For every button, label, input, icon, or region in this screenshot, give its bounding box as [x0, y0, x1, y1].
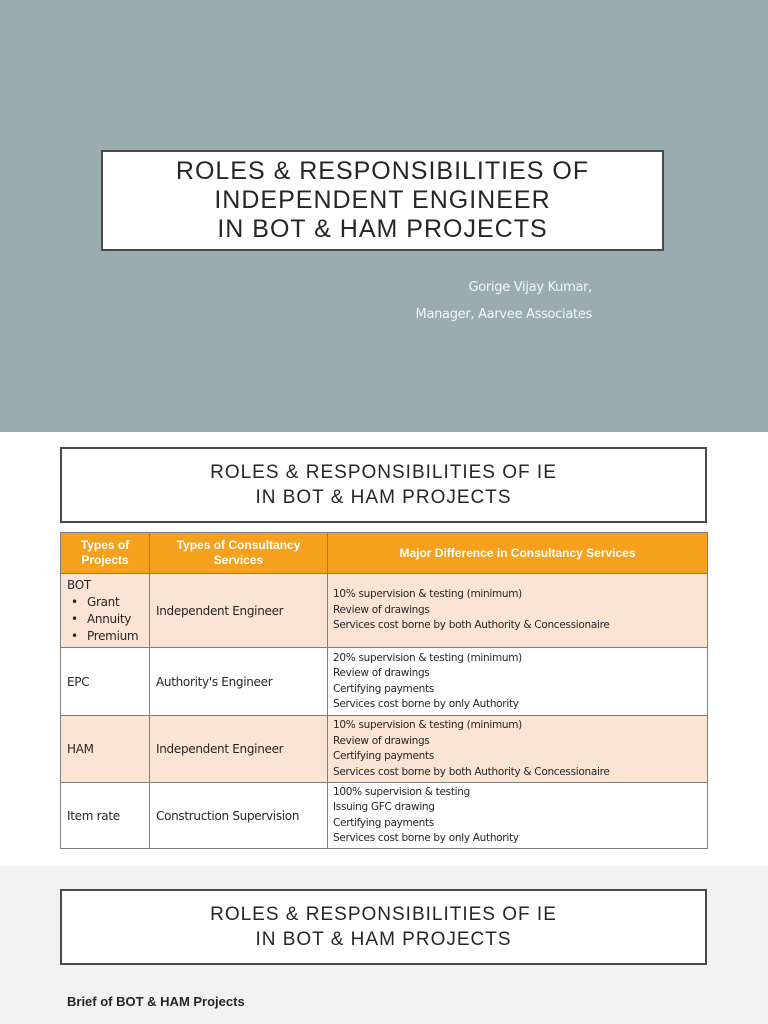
author-name: Gorige Vijay Kumar, — [468, 280, 592, 295]
difference-line: Services cost borne by only Authority — [333, 698, 519, 710]
project-cell: Item rate — [61, 783, 150, 849]
title-box — [101, 150, 664, 251]
difference-line: Services cost borne by both Authority & Concessionaire — [333, 765, 610, 778]
table-header-row — [61, 533, 708, 574]
title-line-1: ROLES & RESPONSIBILITIES OF — [175, 157, 590, 185]
project-cell: HAM — [61, 716, 150, 783]
difference-line: Review of drawings — [333, 734, 430, 747]
difference-line: Review of drawings — [333, 667, 430, 679]
slide-title-line-1: ROLES & RESPONSIBILITIES OF IE — [210, 904, 557, 925]
author-role: Manager, Aarvee Associates — [415, 307, 592, 322]
service-cell: Authority's Engineer — [150, 648, 328, 716]
difference-line: 10% supervision & testing (minimum) — [333, 719, 522, 731]
project-name: BOT — [67, 577, 91, 592]
service-cell: Independent Engineer — [150, 716, 328, 783]
project-cell: EPC — [61, 648, 150, 716]
slide-title-line-2: IN BOT & HAM PROJECTS — [255, 487, 512, 508]
list-item: • Annuity — [71, 611, 143, 628]
slide-title-line-1: ROLES & RESPONSIBILITIES OF IE — [210, 462, 557, 483]
difference-line: 100% supervision & testing — [333, 785, 470, 798]
difference-line: Certifying payments — [333, 682, 434, 695]
difference-line: 10% supervision & testing (minimum) — [333, 588, 522, 601]
difference-line: Certifying payments — [333, 816, 434, 829]
table-row — [61, 783, 708, 849]
title-line-2: INDEPENDENT ENGINEER — [214, 186, 551, 214]
project-sub-list — [67, 594, 143, 645]
title-slide — [0, 0, 768, 432]
brief-slide — [0, 866, 768, 1024]
title-line-3: IN BOT & HAM PROJECTS — [217, 215, 548, 243]
difference-cell — [328, 716, 708, 783]
difference-cell — [328, 648, 708, 716]
header-consultancy-types: Types of Consultancy Services — [150, 533, 328, 574]
difference-line: Services cost borne by both Authority & Concessionaire — [333, 619, 610, 632]
slide-header-box — [60, 889, 707, 965]
list-item: • Grant — [71, 594, 143, 611]
difference-cell — [328, 574, 708, 648]
list-item: • Premium — [71, 628, 143, 645]
difference-line: Issuing GFC drawing — [333, 801, 435, 813]
header-major-difference: Major Difference in Consultancy Services — [328, 533, 708, 574]
service-cell: Independent Engineer — [150, 574, 328, 648]
comparison-slide — [0, 432, 768, 866]
service-cell: Construction Supervision — [150, 783, 328, 849]
difference-line: Certifying payments — [333, 750, 434, 762]
consultancy-table — [60, 532, 708, 849]
table-row — [61, 648, 708, 716]
difference-line: 20% supervision & testing (minimum) — [333, 651, 522, 664]
difference-line: Services cost borne by only Authority — [333, 832, 519, 844]
table-row — [61, 574, 708, 648]
table-row — [61, 716, 708, 783]
project-cell — [61, 574, 150, 648]
section-subheading: Brief of BOT & HAM Projects — [67, 994, 245, 1009]
difference-cell — [328, 783, 708, 849]
difference-line: Review of drawings — [333, 603, 430, 616]
slide-header-box — [60, 447, 707, 523]
slide-title-line-2: IN BOT & HAM PROJECTS — [255, 929, 512, 950]
header-project-types: Types of Projects — [61, 533, 150, 574]
